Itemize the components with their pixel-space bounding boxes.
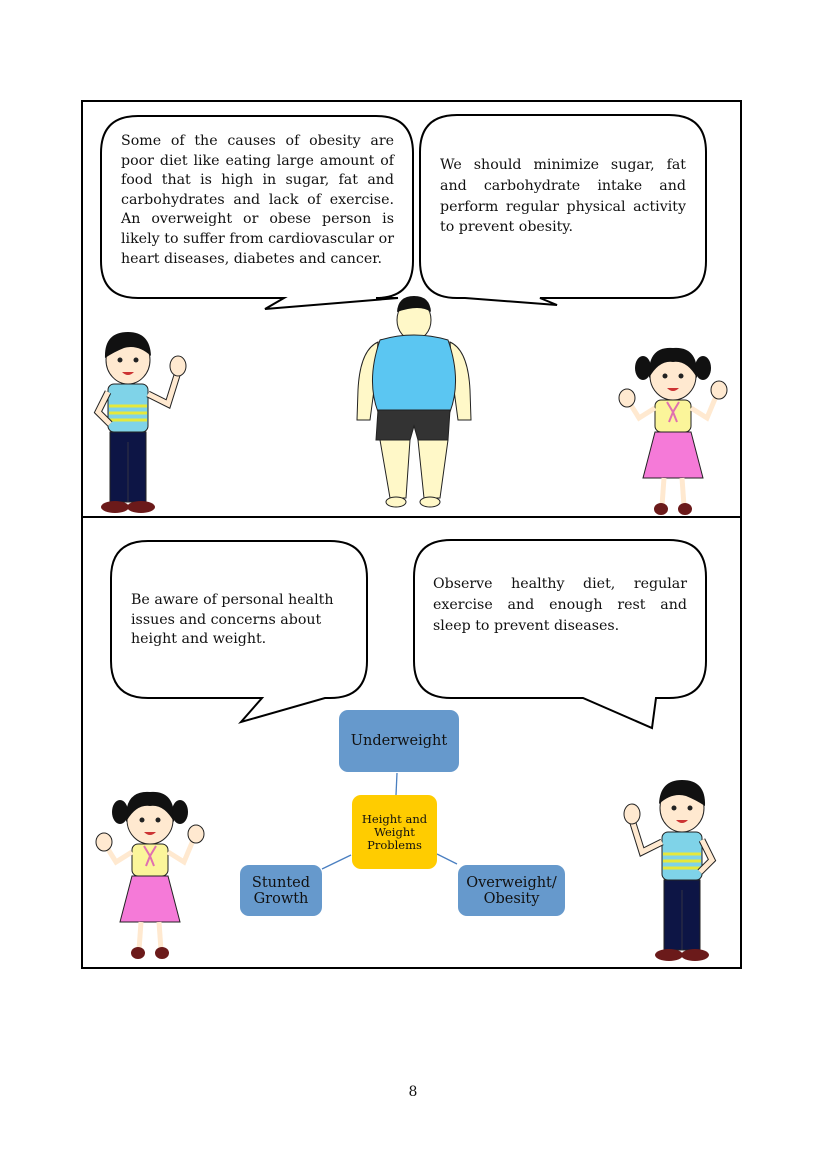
diagram-node-center: Height and Weight Problems bbox=[352, 795, 437, 869]
bubble-text-healthy-habits: Observe healthy diet, regular exercise and enough rest and sleep to prevent diseases. bbox=[433, 576, 687, 634]
girl-character-left bbox=[96, 792, 204, 959]
page-number: 8 bbox=[408, 1084, 418, 1100]
connector-top bbox=[396, 773, 397, 795]
diagram-node-underweight: Underweight bbox=[339, 710, 459, 772]
girl-character-right bbox=[619, 348, 727, 515]
bubble-text-prevent-obesity: We should minimize sugar, fat and carbohydrate intake and perform regular physical activity to prevent obesity. bbox=[440, 157, 686, 236]
obese-man-illustration bbox=[357, 296, 471, 507]
diagram-node-overweight: Overweight/ Obesity bbox=[458, 865, 565, 916]
boy-character-left bbox=[98, 332, 186, 513]
connector-right bbox=[437, 854, 457, 864]
bubble-text-obesity-causes: Some of the causes of obesity are poor diet like eating large amount of food that is high in sugar, fat and carbohydrates and lack of exercise. An overweight or obese person is likely to suffer from cardiovascular or heart diseases, diabetes and cancer. bbox=[121, 133, 394, 267]
diagram-node-stunted-growth: Stunted Growth bbox=[240, 865, 322, 916]
boy-character-right bbox=[624, 780, 712, 961]
connector-left bbox=[322, 855, 351, 869]
bubble-text-health-awareness: Be aware of personal health issues and concerns about height and weight. bbox=[131, 592, 334, 648]
